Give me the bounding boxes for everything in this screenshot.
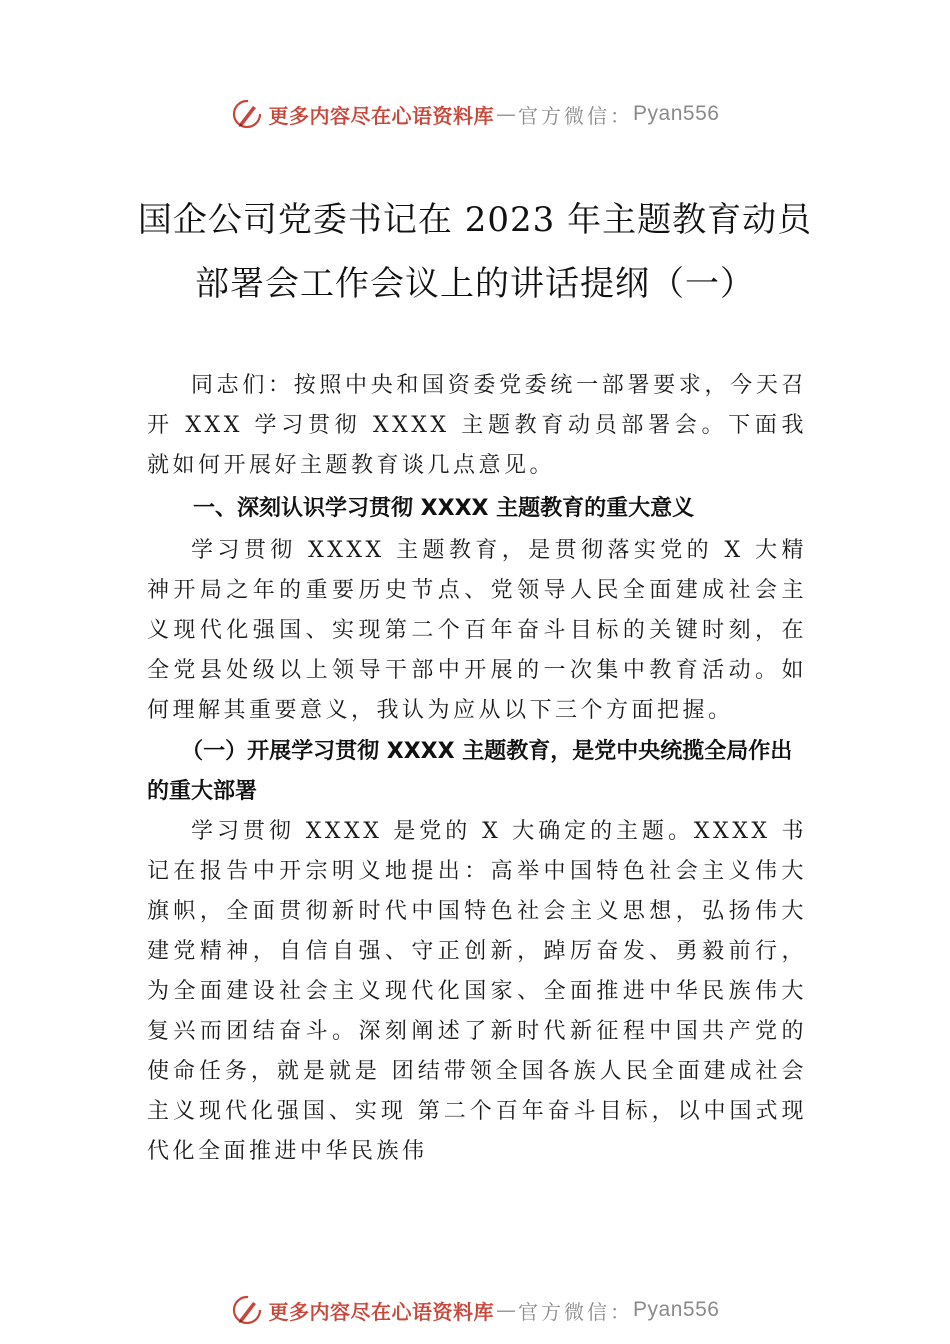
paragraph-opening: 同志们：按照中央和国资委党委统一部署要求，今天召开 XXX 学习贯彻 XXXX 主题教育动员部署会。下面我就如何开展好主题教育谈几点意见。 xyxy=(147,373,807,478)
pen-logo-icon xyxy=(231,1294,263,1326)
document-title-line1: 国企公司党委书记在 2023 年主题教育动员 xyxy=(137,200,813,240)
watermark-main-text: 更多内容尽在心语资料库 xyxy=(268,103,495,128)
watermark-footer xyxy=(0,1290,950,1330)
pen-logo-icon xyxy=(231,98,263,130)
document-title-line2: 部署会工作会议上的讲话提纲（一） xyxy=(195,264,755,304)
watermark-label: 官方微信： xyxy=(518,103,634,128)
watermark-header xyxy=(0,94,950,134)
paragraph-theme: 学习贯彻 XXXX 是党的 X 大确定的主题。XXXX 书记在报告中开宗明义地提出：高举中国特色社会主义伟大旗帜，全面贯彻新时代中国特色社会主义思想，弘扬伟大建党精神，自信自强、守正创新，踔厉奋发、勇毅前行，为全面建设社会主义现代化国家、全面推进中华民族伟大复兴而团结奋斗。深刻阐述了新时代新征程中国共产党的使命任务，就是就是 团结带领全国各族人民全面建成社会主义现代化强国、实现 第二个百年奋斗目标，以中国式现代化全面推进中华民族伟 xyxy=(147,819,807,1164)
watermark-dash: — xyxy=(496,1298,517,1322)
watermark-wechat-id: Pyan556 xyxy=(633,102,720,125)
watermark-main-text: 更多内容尽在心语资料库 xyxy=(268,1299,495,1324)
subsection-heading-1: （一）开展学习贯彻 XXXX 主题教育，是党中央统揽全局作出的重大部署 xyxy=(147,739,793,804)
paragraph-significance: 学习贯彻 XXXX 主题教育，是贯彻落实党的 X 大精神开局之年的重要历史节点、党领导人民全面建成社会主义现代化强国、实现第二个百年奋斗目标的关键时刻，在全党县处级以上领导干部中开展的一次集中教育活动。如何理解其重要意义，我认为应从以下三个方面把握。 xyxy=(147,538,807,723)
section-heading-1: 一、深刻认识学习贯彻 XXXX 主题教育的重大意义 xyxy=(193,496,695,521)
watermark-label: 官方微信： xyxy=(518,1299,634,1324)
watermark-dash: — xyxy=(496,102,517,126)
watermark-wechat-id: Pyan556 xyxy=(633,1298,720,1321)
